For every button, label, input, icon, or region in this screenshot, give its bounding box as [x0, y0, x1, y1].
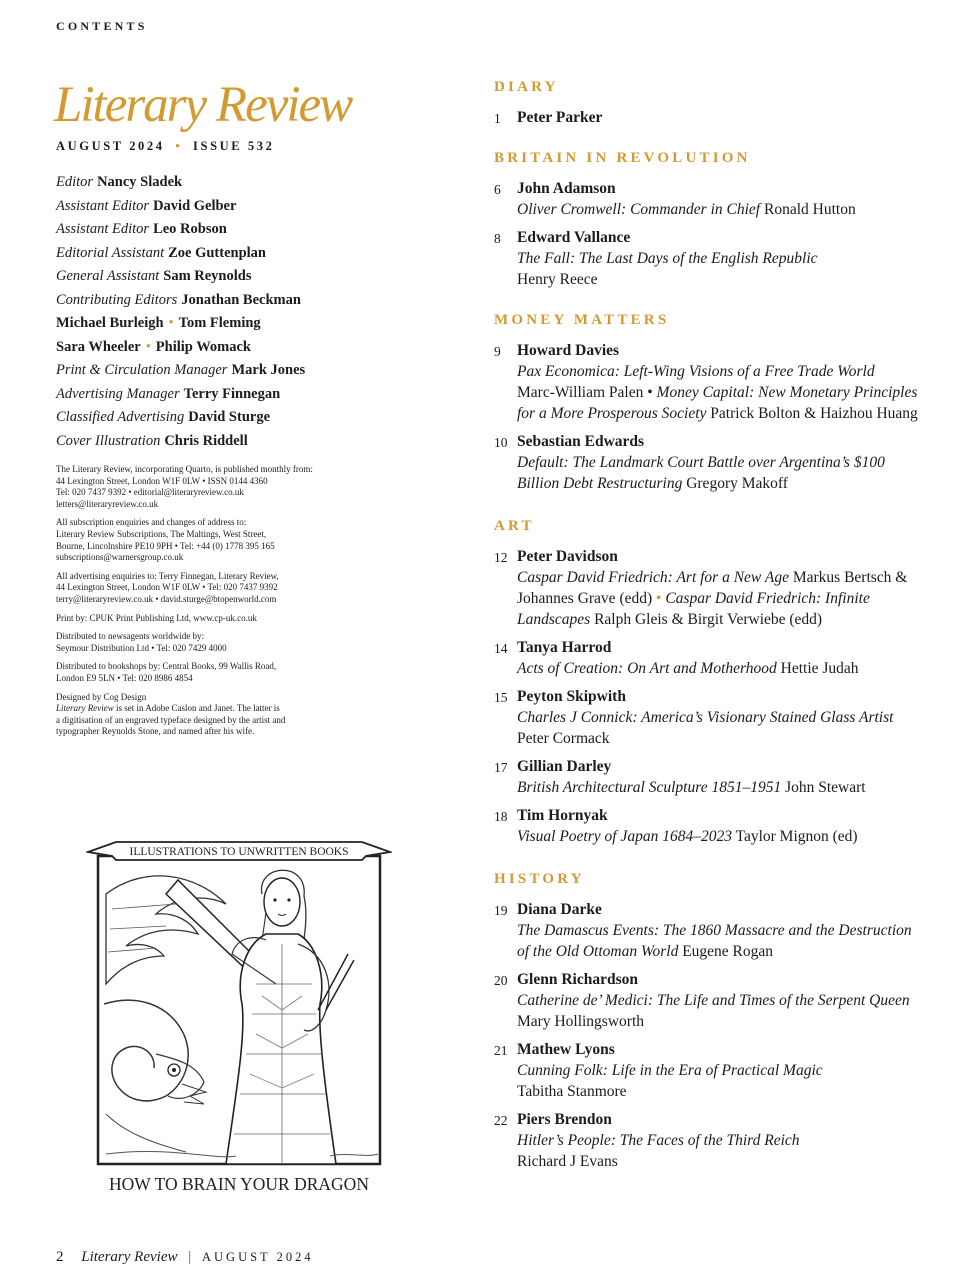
- staff-role: Cover Illustration: [56, 432, 161, 449]
- info-line: All advertising enquiries to: Terry Finnegan, Literary Review,: [56, 570, 279, 581]
- publication-info: [56, 464, 396, 745]
- staff-role: Editor: [56, 174, 94, 190]
- design-note-line: is set in Adobe Caslon and Janet. The latter is: [113, 703, 280, 714]
- toc-section: [494, 77, 924, 128]
- book-title: Acts of Creation: On Art and Motherhood: [517, 660, 777, 677]
- staff-name: Philip Womack: [155, 338, 251, 355]
- staff-row: [56, 221, 456, 245]
- book-author: Patrick Bolton & Haizhou Huang: [706, 405, 918, 422]
- review-author: Mathew Lyons: [517, 1041, 615, 1058]
- info-line: All subscription enquiries and changes of address to:: [56, 517, 247, 528]
- staff-role: Print & Circulation Manager: [56, 362, 228, 378]
- toc-entry: [494, 1109, 924, 1172]
- book-author: Gregory Makoff: [682, 475, 788, 492]
- info-line: Literary Review Subscriptions, The Maltings, West Street,: [56, 528, 267, 539]
- bullet: •: [656, 590, 662, 607]
- staff-name: Sara Wheeler: [56, 338, 141, 355]
- staff-row: [56, 245, 456, 269]
- info-line: Bourne, Lincolnshire PE10 9PH • Tel: +44 (0) 1778 395 165: [56, 540, 275, 551]
- staff-name: Terry Finnegan: [183, 385, 281, 402]
- book-title: The Damascus Events: The 1860 Massacre and the Destruction of the Old Ottoman World: [517, 922, 912, 960]
- staff-row: [56, 198, 456, 222]
- book-title: Visual Poetry of Japan 1684–2023: [517, 828, 732, 845]
- review-author: Tanya Harrod: [517, 639, 612, 656]
- staff-name: Nancy Sladek: [97, 174, 183, 190]
- book-author: Eugene Rogan: [678, 943, 774, 960]
- review-author: Peyton Skipwith: [517, 688, 626, 705]
- review-author: Sebastian Edwards: [517, 433, 645, 450]
- toc-entry: [494, 431, 924, 494]
- staff-list: [56, 174, 456, 456]
- design-note-line: typographer Reynolds Stone, and named after his wife.: [56, 726, 255, 737]
- staff-role: Advertising Manager: [56, 385, 180, 402]
- illustration-drawing: [86, 834, 392, 1196]
- staff-role: Assistant Editor: [56, 197, 150, 214]
- review-author: Glenn Richardson: [517, 971, 639, 988]
- info-line: London E9 5LN • Tel: 020 8986 4854: [56, 672, 193, 683]
- staff-row: [56, 174, 456, 198]
- staff-name: Chris Riddell: [164, 432, 248, 449]
- toc-entry: [494, 546, 924, 630]
- book-author: Richard J Evans: [517, 1153, 618, 1170]
- book-author: Hettie Judah: [776, 660, 859, 677]
- toc-entry: [494, 227, 924, 290]
- info-line: Tel: 020 7437 9392 • editorial@literaryreview.co.uk: [56, 487, 244, 498]
- staff-name: Mark Jones: [231, 362, 306, 378]
- staff-row: [56, 362, 456, 386]
- info-paragraph: [56, 464, 396, 510]
- book-title: Caspar David Friedrich: Art for a New Age: [517, 569, 789, 586]
- page-number: 19: [494, 903, 508, 918]
- toc-entry: [494, 637, 924, 679]
- book-title: Default: The Landmark Court Battle over Argentina’s $100 Billion Debt Restructuring: [517, 454, 885, 492]
- staff-row: [56, 339, 456, 363]
- page-number: 6: [494, 182, 501, 197]
- staff-role: Editorial Assistant: [56, 244, 165, 261]
- page-number: 9: [494, 344, 501, 359]
- staff-row: [56, 268, 456, 292]
- issue-date: AUGUST 2024: [56, 139, 165, 153]
- book-title: Cunning Folk: Life in the Era of Practical Magic: [517, 1062, 823, 1079]
- page-number: 18: [494, 809, 508, 824]
- info-line: Distributed to newsagents worldwide by:: [56, 631, 204, 642]
- staff-role: Contributing Editors: [56, 291, 178, 308]
- info-line: Distributed to bookshops by: Central Books, 99 Wallis Road,: [56, 661, 277, 672]
- toc-entry: [494, 805, 924, 847]
- toc-entry: [494, 340, 924, 424]
- book-author: Peter Cormack: [517, 730, 610, 747]
- staff-name: Leo Robson: [153, 221, 227, 237]
- staff-name: Michael Burleigh: [56, 315, 164, 331]
- toc-entry: [494, 969, 924, 1032]
- staff-row: [56, 386, 456, 410]
- review-author: Diana Darke: [517, 901, 602, 918]
- toc-entry: [494, 107, 924, 128]
- info-line: Print by: CPUK Print Publishing Ltd, www.cp-uk.co.uk: [56, 612, 257, 623]
- book-title: British Architectural Sculpture 1851–1951: [517, 779, 782, 796]
- info-line: 44 Lexington Street, London W1F 0LW • ISSN 0144 4360: [56, 475, 268, 486]
- book-author: Ralph Gleis & Birgit Verwiebe (edd): [590, 611, 823, 628]
- masthead-logo: Literary Review: [54, 77, 352, 133]
- book-title: Money Capital: New Monetary Principles for a More Prosperous Society: [517, 384, 918, 422]
- section-heading: BRITAIN IN REVOLUTION: [494, 150, 751, 166]
- page-number: 12: [494, 550, 508, 565]
- info-paragraph: [56, 517, 396, 563]
- page-number: 14: [494, 641, 508, 656]
- review-author: Peter Parker: [517, 109, 603, 126]
- staff-row: [56, 433, 456, 457]
- page-number: 20: [494, 973, 508, 988]
- book-author: Tabitha Stanmore: [517, 1083, 627, 1100]
- section-heading: HISTORY: [494, 871, 585, 887]
- book-author: Henry Reece: [517, 271, 598, 288]
- footer-separator: |: [188, 1249, 192, 1265]
- page-number: 8: [494, 231, 501, 246]
- book-title: The Fall: The Last Days of the English Republic: [517, 250, 818, 267]
- info-line: letters@literaryreview.co.uk: [56, 498, 159, 509]
- review-author: Peter Davidson: [517, 548, 618, 565]
- book-title: Pax Economica: Left-Wing Visions of a Free Trade World: [517, 363, 875, 380]
- staff-name: David Gelber: [153, 197, 237, 214]
- staff-name: David Sturge: [188, 409, 271, 425]
- review-author: Tim Hornyak: [517, 807, 608, 824]
- info-paragraph: [56, 613, 396, 625]
- book-title: Charles J Connick: America’s Visionary Stained Glass Artist: [517, 709, 894, 726]
- staff-row: [56, 315, 456, 339]
- staff-row: [56, 409, 456, 433]
- toc-section: [494, 869, 924, 1172]
- toc-section: [494, 148, 924, 290]
- table-of-contents: [494, 77, 924, 1172]
- issue-number: ISSUE 532: [193, 139, 275, 153]
- book-title: Caspar David Friedrich: Infinite Landscapes: [517, 590, 870, 628]
- illustration-caption: HOW TO BRAIN YOUR DRAGON: [109, 1174, 369, 1194]
- footer-magazine: Literary Review: [81, 1249, 178, 1265]
- page-number: 10: [494, 435, 508, 450]
- design-note-line: Designed by Cog Design: [56, 691, 147, 702]
- info-paragraph: [56, 661, 396, 684]
- issue-line: [56, 139, 274, 154]
- info-line: The Literary Review, incorporating Quarto, is published monthly from:: [56, 464, 313, 474]
- toc-section: [494, 310, 924, 494]
- staff-row: [56, 292, 456, 316]
- staff-role: Classified Advertising: [56, 409, 185, 425]
- book-author: Ronald Hutton: [760, 201, 856, 218]
- toc-section: [494, 516, 924, 847]
- info-line: subscriptions@warnersgroup.co.uk: [56, 552, 184, 563]
- review-author: Gillian Darley: [517, 758, 612, 775]
- staff-role: Assistant Editor: [56, 221, 150, 237]
- page-number: 21: [494, 1043, 508, 1058]
- review-author: Howard Davies: [517, 342, 620, 359]
- page-number: 1: [494, 111, 501, 126]
- staff-name: Zoe Guttenplan: [168, 244, 266, 261]
- book-author: John Stewart: [781, 779, 866, 796]
- info-line: 44 Lexington Street, London W1F 0LW • Tel: 020 7437 9392: [56, 582, 278, 593]
- book-title: Oliver Cromwell: Commander in Chief: [517, 201, 761, 218]
- info-line: terry@literaryreview.co.uk • david.sturge@btopenworld.com: [56, 593, 277, 604]
- staff-name: Tom Fleming: [178, 315, 261, 331]
- info-paragraph: [56, 631, 396, 654]
- contents-label: CONTENTS: [56, 19, 148, 33]
- info-paragraph: [56, 571, 396, 606]
- book-title: Catherine de’ Medici: The Life and Times of the Serpent Queen: [517, 992, 910, 1009]
- page-number: 22: [494, 1113, 508, 1128]
- cover-illustration: [86, 834, 392, 1196]
- staff-name: Jonathan Beckman: [181, 291, 301, 308]
- design-note-line: a digitisation of an engraved typeface designed by the artist and: [56, 714, 286, 725]
- page-footer: [56, 1249, 314, 1266]
- staff-bullet: •: [168, 315, 174, 331]
- section-heading: MONEY MATTERS: [494, 312, 670, 328]
- footer-date: AUGUST 2024: [202, 1250, 314, 1264]
- book-author: Taylor Mignon (ed): [731, 828, 858, 845]
- toc-entry: [494, 686, 924, 749]
- footer-page-number: 2: [56, 1249, 64, 1265]
- section-heading: ART: [494, 518, 535, 534]
- design-note-magazine: Literary Review: [56, 703, 114, 714]
- review-author: Edward Vallance: [517, 229, 631, 246]
- toc-entry: [494, 178, 924, 220]
- book-author: Mary Hollingsworth: [517, 1013, 645, 1030]
- toc-entry: [494, 1039, 924, 1102]
- book-author: Markus Bertsch & Johannes Grave (edd): [517, 569, 908, 607]
- page-number: 17: [494, 760, 508, 775]
- staff-name: Sam Reynolds: [163, 268, 252, 284]
- toc-entry: [494, 899, 924, 962]
- issue-bullet: •: [175, 139, 183, 153]
- book-author: Marc-William Palen •: [517, 384, 657, 401]
- review-author: John Adamson: [517, 180, 616, 197]
- staff-bullet: •: [145, 338, 151, 355]
- page-number: 15: [494, 690, 508, 705]
- toc-entry: [494, 756, 924, 798]
- book-title: Hitler’s People: The Faces of the Third Reich: [517, 1132, 800, 1149]
- design-note: [56, 692, 396, 738]
- staff-role: General Assistant: [56, 268, 160, 284]
- review-author: Piers Brendon: [517, 1111, 612, 1128]
- illustration-banner: ILLUSTRATIONS TO UNWRITTEN BOOKS: [129, 846, 349, 858]
- section-heading: DIARY: [494, 79, 559, 95]
- info-line: Seymour Distribution Ltd • Tel: 020 7429 4000: [56, 642, 227, 653]
